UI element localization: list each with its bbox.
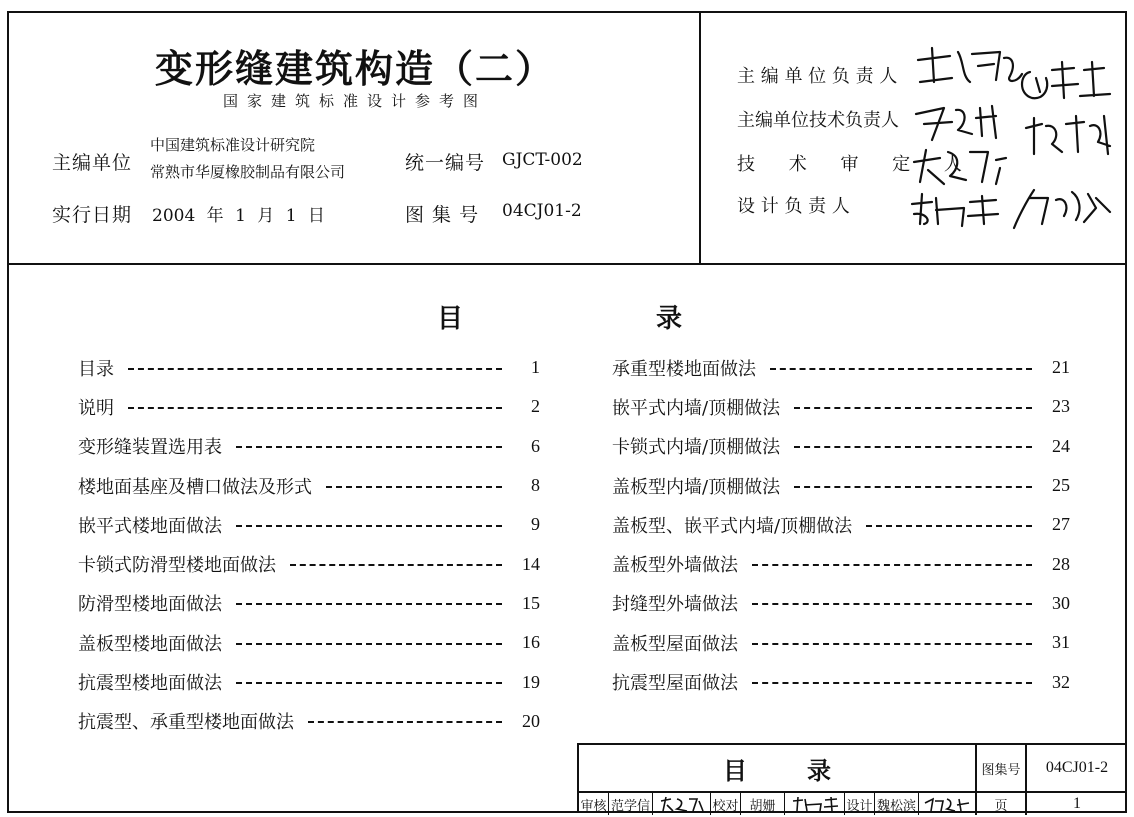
atlas-number: 04CJ01-2 xyxy=(502,201,582,221)
signature-tech-head xyxy=(916,106,996,140)
unified-code-label: 统一编号 xyxy=(405,152,486,174)
title-block xyxy=(577,743,1127,813)
toc-leader xyxy=(752,603,1032,605)
toc-entry xyxy=(612,544,1070,583)
toc-entry-title: 抗震型楼地面做法 xyxy=(78,673,222,695)
toc-entry xyxy=(78,427,540,466)
signature-extra-1 xyxy=(1022,62,1110,98)
check-signature xyxy=(785,793,845,815)
toc-entry-page: 2 xyxy=(531,396,540,417)
toc-leader xyxy=(308,721,502,723)
review-signature-mark xyxy=(657,795,707,813)
toc-entry xyxy=(612,348,1070,387)
page-label: 页 xyxy=(977,793,1027,815)
toc-entry-title: 目录 xyxy=(78,358,114,380)
toc-entry-page: 15 xyxy=(522,592,540,613)
toc-entry-page: 16 xyxy=(522,632,540,653)
toc-leader xyxy=(236,643,502,645)
toc-entry xyxy=(78,702,540,741)
toc-leader xyxy=(752,682,1032,684)
signature-design-head xyxy=(912,194,998,226)
toc-entry xyxy=(78,387,540,426)
toc-entry xyxy=(612,466,1070,505)
toc-entry-page: 21 xyxy=(1052,357,1070,378)
effective-date-label: 实行日期 xyxy=(52,204,133,226)
design-signature xyxy=(919,793,977,815)
signature-extra-3 xyxy=(1014,190,1110,228)
toc-entry-page: 32 xyxy=(1052,671,1070,692)
toc-entry xyxy=(78,623,540,662)
toc-entry-title: 承重型楼地面做法 xyxy=(612,358,756,380)
toc-leader xyxy=(794,407,1032,409)
toc-entry xyxy=(612,505,1070,544)
review-signature xyxy=(653,793,711,815)
check-name: 胡姗 xyxy=(741,793,785,815)
design-signature-mark xyxy=(921,795,973,813)
review-label: 审核 xyxy=(579,793,609,815)
toc-entry xyxy=(612,427,1070,466)
toc-entry-title: 变形缝装置选用表 xyxy=(78,437,222,459)
toc-leader xyxy=(236,446,502,448)
toc-right-column xyxy=(612,348,1070,702)
toc-leader xyxy=(128,368,502,370)
toc-entry-page: 6 xyxy=(531,435,540,456)
toc-leader xyxy=(128,407,502,409)
toc-entry-title: 抗震型、承重型楼地面做法 xyxy=(78,712,294,734)
toc-entry xyxy=(78,662,540,701)
reviewer-label: 技 术 审 定 人 xyxy=(737,154,976,175)
review-name: 范学信 xyxy=(609,793,653,815)
toc-entry-page: 1 xyxy=(531,357,540,378)
signature-unit-head xyxy=(918,48,1022,82)
editor-unit-2: 常熟市华厦橡胶制品有限公司 xyxy=(150,163,346,181)
handwritten-signatures xyxy=(700,12,1128,264)
atlas-number-label: 图 集 号 xyxy=(405,204,480,226)
signature-extra-2 xyxy=(1026,116,1110,154)
toc-heading-left-char: 目 xyxy=(437,304,464,334)
toc-entry-title: 防滑型楼地面做法 xyxy=(78,594,222,616)
toc-entry-title: 盖板型外墙做法 xyxy=(612,555,738,577)
toc-leader xyxy=(752,643,1032,645)
toc-entry xyxy=(78,348,540,387)
toc-entry-title: 卡锁式内墙/顶棚做法 xyxy=(612,437,781,459)
toc-entry-page: 8 xyxy=(531,475,540,496)
effective-date: 2004 年 1 月 1 日 xyxy=(152,206,325,226)
toc-entry-title: 说明 xyxy=(78,397,114,419)
editor-unit-label: 主编单位 xyxy=(52,152,133,174)
toc-entry-page: 24 xyxy=(1052,435,1070,456)
toc-entry-title: 抗震型屋面做法 xyxy=(612,673,738,695)
title-block-drawing-title: 目录 xyxy=(579,745,977,793)
toc-entry-title: 嵌平式楼地面做法 xyxy=(78,515,222,537)
toc-leader xyxy=(236,682,502,684)
toc-entry xyxy=(612,584,1070,623)
check-label: 校对 xyxy=(711,793,741,815)
toc-entry-title: 楼地面基座及槽口做法及形式 xyxy=(78,476,312,498)
toc-leader xyxy=(752,564,1032,566)
toc-entry-title: 盖板型屋面做法 xyxy=(612,633,738,655)
toc-entry-page: 23 xyxy=(1052,396,1070,417)
toc-entry-page: 9 xyxy=(531,514,540,535)
toc-entry-title: 盖板型楼地面做法 xyxy=(78,633,222,655)
toc-entry xyxy=(78,544,540,583)
toc-left-column xyxy=(78,348,540,741)
toc-entry xyxy=(612,623,1070,662)
design-name: 魏松滨 xyxy=(875,793,919,815)
check-signature-mark xyxy=(789,795,841,813)
toc-entry xyxy=(78,466,540,505)
toc-entry-page: 31 xyxy=(1052,632,1070,653)
page-number: 1 xyxy=(1073,795,1081,812)
toc-entry-title: 卡锁式防滑型楼地面做法 xyxy=(78,555,276,577)
toc-leader xyxy=(770,368,1032,370)
title-block-atlas-no: 04CJ01-2 xyxy=(1027,745,1127,793)
toc-leader xyxy=(290,564,502,566)
toc-leader xyxy=(326,486,502,488)
toc-entry-page: 20 xyxy=(522,710,540,731)
tech-head-label: 主编单位技术负责人 xyxy=(737,110,899,131)
signature-reviewer xyxy=(914,150,1006,184)
toc-entry-title: 封缝型外墙做法 xyxy=(612,594,738,616)
toc-entry xyxy=(612,662,1070,701)
toc-leader xyxy=(236,525,502,527)
editor-unit-1: 中国建筑标准设计研究院 xyxy=(150,136,316,154)
toc-entry xyxy=(78,505,540,544)
toc-leader xyxy=(866,525,1032,527)
toc-entry-page: 27 xyxy=(1052,514,1070,535)
toc-leader xyxy=(236,603,502,605)
toc-entry-page: 14 xyxy=(522,553,540,574)
toc-entry xyxy=(78,584,540,623)
atlas-title: 变形缝建筑构造（二） xyxy=(154,47,555,91)
atlas-subtitle: 国家建筑标准设计参考图 xyxy=(222,92,487,110)
toc-entry-page: 25 xyxy=(1052,475,1070,496)
design-head-label: 设 计 负 责 人 xyxy=(737,196,850,217)
toc-entry-page: 28 xyxy=(1052,553,1070,574)
toc-entry-page: 19 xyxy=(522,671,540,692)
toc-leader xyxy=(794,446,1032,448)
toc-entry xyxy=(612,387,1070,426)
toc-entry-title: 盖板型、嵌平式内墙/顶棚做法 xyxy=(612,515,853,537)
toc-entry-title: 盖板型内墙/顶棚做法 xyxy=(612,476,781,498)
toc-entry-page: 30 xyxy=(1052,592,1070,613)
toc-heading-right-char: 录 xyxy=(656,304,683,334)
design-label: 设计 xyxy=(845,793,875,815)
toc-leader xyxy=(794,486,1032,488)
unified-code: GJCT-002 xyxy=(502,150,583,170)
title-block-atlas-no-label: 图集号 xyxy=(977,745,1027,793)
unit-head-label: 主 编 单 位 负 责 人 xyxy=(737,66,898,87)
toc-entry-title: 嵌平式内墙/顶棚做法 xyxy=(612,397,781,419)
